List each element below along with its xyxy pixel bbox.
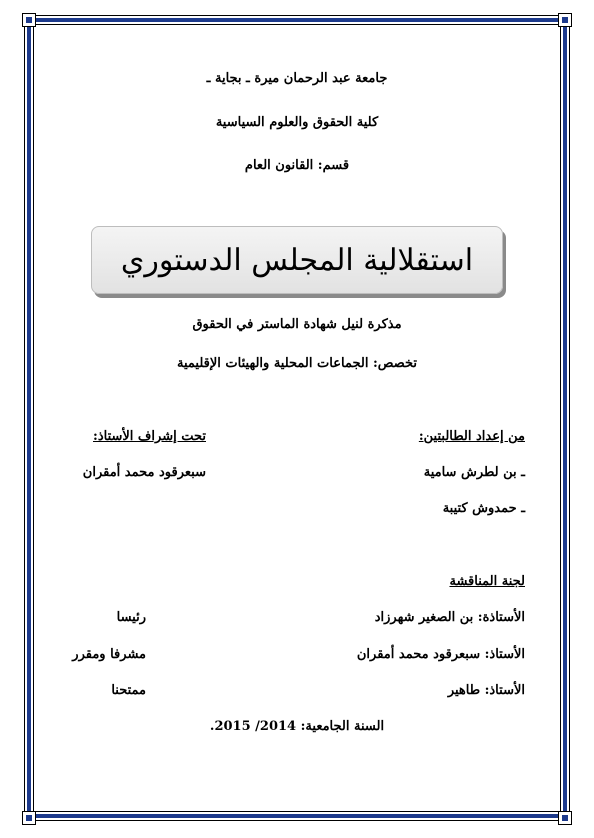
corner-ornament-bottom-left	[22, 811, 36, 825]
student-name-1: ـ بن لطرش سامية	[423, 465, 525, 480]
corner-ornament-top-right	[558, 13, 572, 27]
committee-role-1: رئيسا	[116, 610, 146, 625]
students-heading: من إعداد الطالبتين:	[418, 429, 525, 444]
committee-heading: لجنة المناقشة	[449, 574, 525, 589]
committee-member-3: الأستاذ: طاهير	[447, 683, 525, 698]
faculty-name: كلية الحقوق والعلوم السياسية	[215, 115, 379, 130]
academic-year: السنة الجامعية: 2014/ 2015.	[209, 719, 385, 734]
committee-member-2: الأستاذ: سبعرقود محمد أمقران	[356, 647, 525, 662]
university-name: جامعة عبد الرحمان ميرة ـ بجاية ـ	[206, 71, 388, 86]
corner-ornament-top-left	[22, 13, 36, 27]
corner-ornament-bottom-right	[558, 811, 572, 825]
committee-role-2: مشرفا ومقرر	[72, 647, 146, 662]
title-box	[91, 226, 503, 294]
thesis-title: استقلالية المجلس الدستوري	[120, 242, 474, 278]
specialty-line: تخصص: الجماعات المحلية والهيئات الإقليمية	[177, 356, 417, 371]
supervisor-name: سبعرقود محمد أمقران	[82, 465, 206, 480]
committee-member-1: الأستاذة: بن الصغير شهرزاد	[374, 610, 525, 625]
student-name-2: ـ حمدوش كتيبة	[442, 501, 525, 516]
degree-line: مذكرة لنيل شهادة الماستر في الحقوق	[192, 317, 402, 332]
department-name: قسم: القانون العام	[244, 158, 350, 173]
supervisor-heading: تحت إشراف الأستاذ:	[93, 429, 206, 444]
committee-role-3: ممتحنا	[111, 683, 146, 698]
